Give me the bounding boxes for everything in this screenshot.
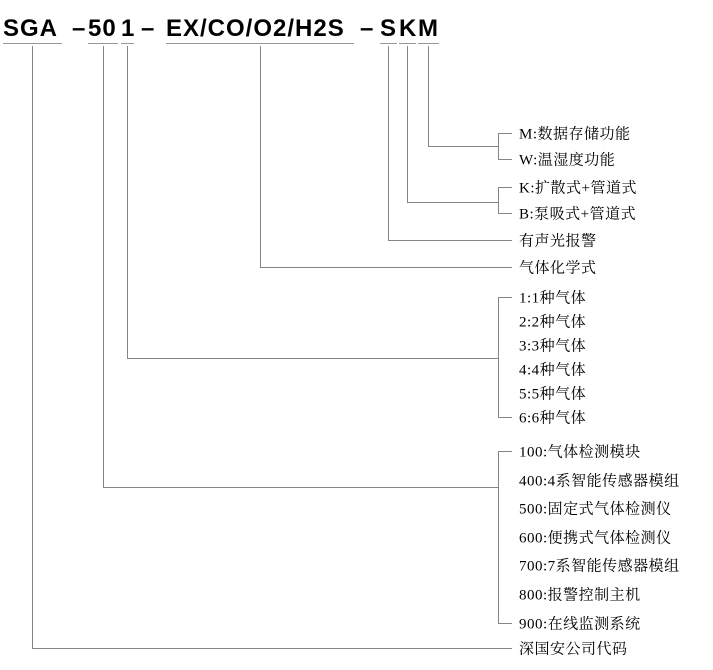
code-segment-brand: SGA [3,15,62,44]
code-segment-series: 50 [88,15,117,42]
legend-series-400: 400:4系智能传感器模组 [519,473,680,490]
line-function [429,46,499,147]
legend-gas-count-6: 6:6种气体 [519,410,587,427]
legend-series-600: 600:便携式气体检测仪 [519,530,672,547]
code-segment-function: M [418,15,439,42]
legend-sampling-k: K:扩散式+管道式 [519,180,637,197]
legend-gas-count-1: 1:1种气体 [519,290,587,307]
separator-dash-2: – [141,15,156,42]
legend-gas-count-5: 5:5种气体 [519,386,587,403]
legend-function-m: M:数据存储功能 [519,126,631,143]
legend-gas-count-2: 2:2种气体 [519,314,587,331]
bracket-gas-count [499,298,513,418]
legend-series-800: 800:报警控制主机 [519,587,641,604]
legend-gas-count-3: 3:3种气体 [519,338,587,355]
separator-dash-3: – [360,15,375,42]
line-series [104,46,499,488]
separator-dash-1: – [72,15,87,42]
legend-alarm: 有声光报警 [519,233,597,250]
bracket-series [499,452,513,624]
line-gases [261,46,513,268]
legend-series-900: 900:在线监测系统 [519,616,641,633]
legend-series-700: 700:7系智能传感器模组 [519,558,680,575]
line-sampling [408,46,499,203]
code-segment-gases: EX/CO/O2/H2S [166,15,354,44]
legend-series-500: 500:固定式气体检测仪 [519,501,672,518]
legend-gases: 气体化学式 [519,260,597,277]
line-brand [33,46,513,649]
legend-sampling-b: B:泵吸式+管道式 [519,206,637,223]
legend-function-w: W:温湿度功能 [519,152,616,169]
legend-series-100: 100:气体检测模块 [519,444,641,461]
code-segment-alarm: S [380,15,398,42]
legend-brand: 深国安公司代码 [519,641,628,658]
legend-gas-count-4: 4:4种气体 [519,362,587,379]
bracket-function [499,134,513,160]
code-segment-gas-count: 1 [121,15,136,42]
code-segment-sampling: K [399,15,418,42]
bracket-sampling [499,188,513,214]
